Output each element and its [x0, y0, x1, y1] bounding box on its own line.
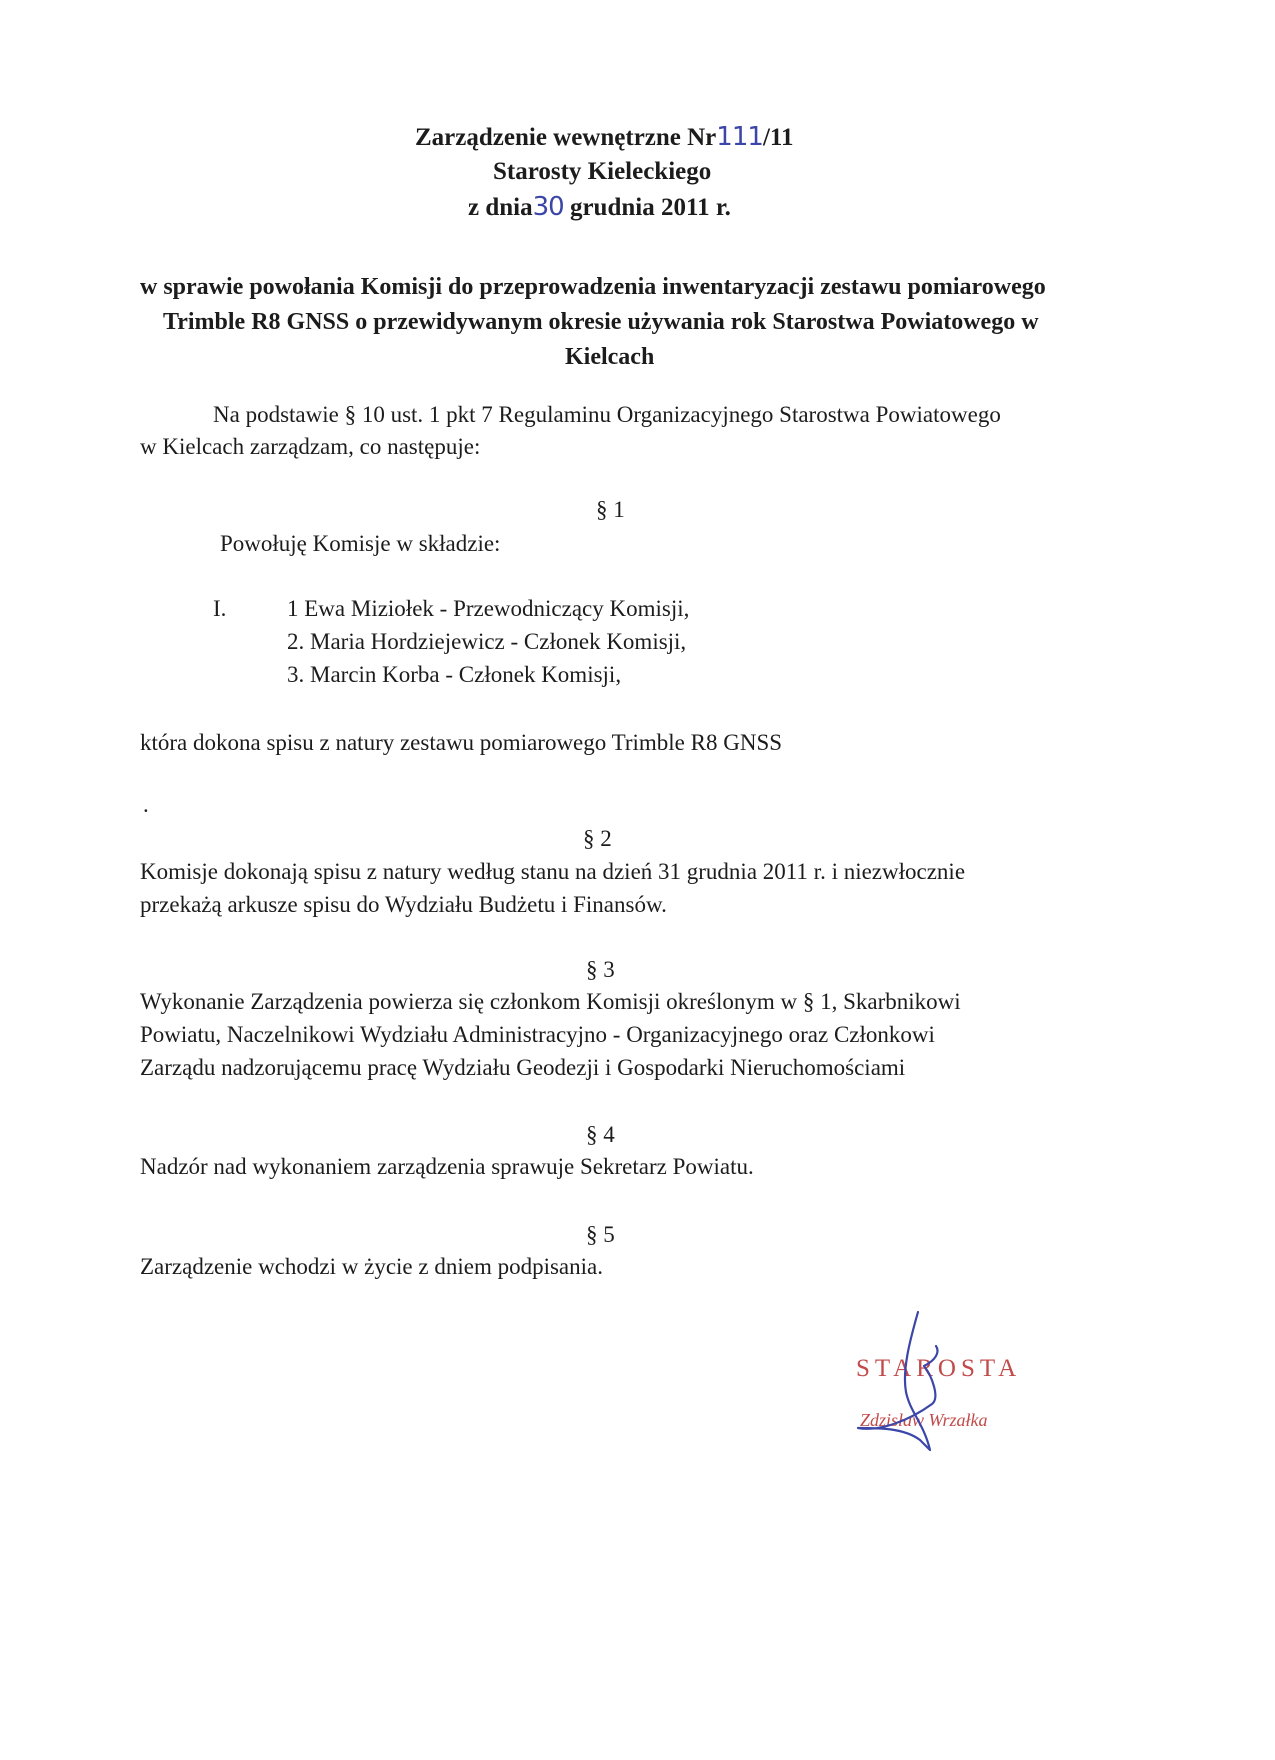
member-list-item: 1 Ewa Miziołek - Przewodniczący Komisji, [287, 596, 690, 621]
subject-line-1: w sprawie powołania Komisji do przeprowadzenia inwentaryzacji zestawu pomiarowego [140, 274, 1046, 300]
order-title-prefix: Zarządzenie wewnętrzne Nr [415, 124, 717, 151]
member-list-item: 3. Marcin Korba - Członek Komisji, [287, 662, 622, 687]
section-3-line: Wykonanie Zarządzenia powierza się członkom Komisji określonym w § 1, Skarbnikowi [140, 989, 961, 1014]
stray-dot: . [143, 792, 149, 817]
basis-line-1: Na podstawie § 10 ust. 1 pkt 7 Regulaminu Organizacyjnego Starostwa Powiatowego [213, 402, 1001, 427]
section-5-line: Zarządzenie wchodzi w życie z dniem podpisania. [140, 1254, 603, 1279]
order-title [415, 120, 794, 155]
order-number-handwritten: 111 [716, 122, 763, 152]
section-3-line: Zarządu nadzorującemu pracę Wydziału Geodezji i Gospodarki Nieruchomościami [140, 1055, 906, 1080]
subject-line-3: Kielcach [565, 344, 655, 370]
date-line [468, 190, 731, 225]
section-4-mark: § 4 [586, 1122, 615, 1147]
member-list-item: 2. Maria Hordziejewicz - Członek Komisji, [287, 629, 687, 654]
section-2-line: przekażą arkusze spisu do Wydziału Budżetu i Finansów. [140, 892, 667, 917]
section-4-line: Nadzór nad wykonaniem zarządzenia sprawuje Sekretarz Powiatu. [140, 1154, 754, 1179]
section-1-mark: § 1 [596, 497, 625, 522]
stamp-title: STAROSTA [856, 1355, 1022, 1382]
date-day-handwritten: 30 [532, 192, 564, 222]
order-title-suffix: /11 [762, 124, 794, 151]
issuer-line: Starosty Kieleckiego [493, 158, 712, 185]
handwritten-signature [840, 1300, 1040, 1460]
section-1-outro: która dokona spisu z natury zestawu pomiarowego Trimble R8 GNSS [140, 730, 783, 755]
section-3-mark: § 3 [586, 957, 615, 982]
date-suffix: grudnia 2011 r. [563, 194, 731, 221]
section-2-mark: § 2 [583, 826, 612, 851]
basis-line-2: w Kielcach zarządzam, co następuje: [140, 434, 481, 459]
date-prefix: z dnia [468, 194, 533, 221]
section-1-roman-numeral: I. [213, 596, 227, 621]
section-5-mark: § 5 [586, 1222, 615, 1247]
subject-line-2: Trimble R8 GNSS o przewidywanym okresie używania rok Starostwa Powiatowego w [163, 309, 1039, 335]
section-2-line: Komisje dokonają spisu z natury według stanu na dzień 31 grudnia 2011 r. i niezwłocznie [140, 859, 966, 884]
section-3-line: Powiatu, Naczelnikowi Wydziału Administracyjno - Organizacyjnego oraz Członkowi [140, 1022, 935, 1047]
stamp-name: Zdzisław Wrzałka [860, 1410, 988, 1430]
section-1-intro: Powołuję Komisje w składzie: [220, 531, 501, 556]
